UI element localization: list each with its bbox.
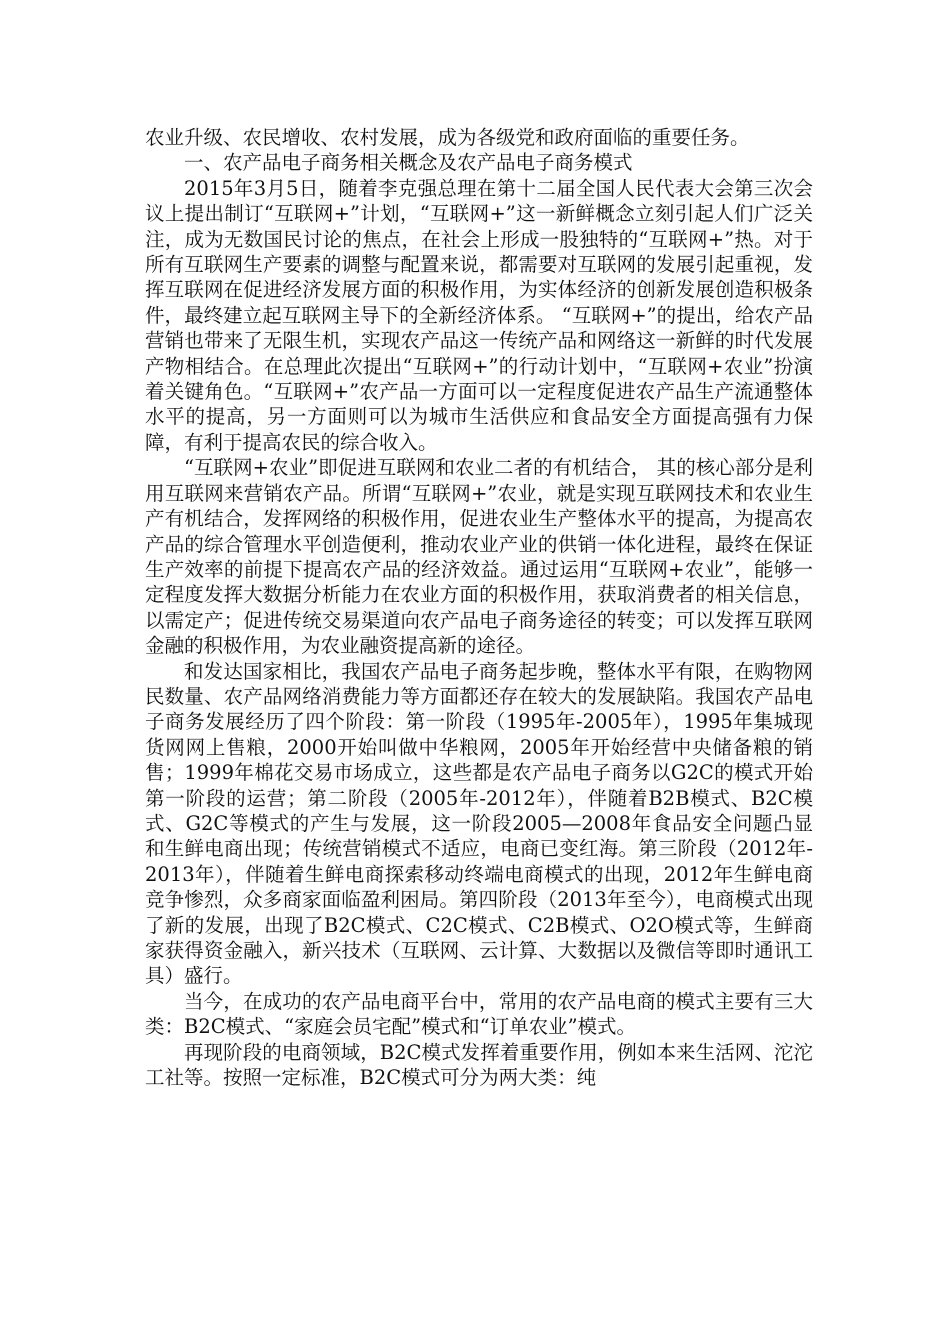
paragraph: 2015年3月5日，随着李克强总理在第十二届全国人民代表大会第三次会议上提出制订“互联网+”计划，“互联网+”这一新鲜概念立刻引起人们广泛关注，成为无数国民讨论的焦点，在社会上形成一股独特的“互联网+”热。对于所有互联网生产要素的调整与配置来说，都需要对互联网的发展引起重视，发挥互联网在促进经济发展方面的积极作用，为实体经济的创新发展创造积极条件，最终建立起互联网主导下的全新经济体系。 “互联网+”的提出，给农产品营销也带来了无限生机，实现农产品这一传统产品和网络这一新鲜的时代发展产物相结合。在总理此次提出“互联网+”的行动计划中，“互联网+农业”扮演着关键角色。“互联网+”农产品一方面可以一定程度促进农产品生产流通整体水平的提高，另一方面则可以为城市生活供应和食品安全方面提高强有力保障，有利于提高农民的综合收入。 — [145, 176, 813, 454]
paragraph: “互联网+农业”即促进互联网和农业二者的有机结合， 其的核心部分是利用互联网来营销农产品。所谓“互联网+”农业，就是实现互联网技术和农业生产有机结合，发挥网络的积极作用，促进农业生产整体水平的提高，为提高农产品的综合管理水平创造便利，推动农业产业的供销一体化进程，最终在保证生产效率的前提下提高农产品的经济效益。通过运用“互联网+农业”，能够一定程度发挥大数据分析能力在农业方面的积极作用，获取消费者的相关信息，以需定产；促进传统交易渠道向农产品电子商务途径的转变；可以发挥互联网金融的积极作用，为农业融资提高新的途径。 — [145, 456, 813, 658]
paragraph: 当今，在成功的农产品电商平台中，常用的农产品电商的模式主要有三大类：B2C模式、“家庭会员宅配”模式和“订单农业”模式。 — [145, 989, 813, 1039]
document-body — [145, 125, 813, 1090]
section-heading: 一、农产品电子商务相关概念及农产品电子商务模式 — [184, 151, 633, 175]
paragraph: 再现阶段的电商领域，B2C模式发挥着重要作用，例如本来生活网、沱沱工社等。按照一定标准，B2C模式可分为两大类：纯 — [145, 1040, 813, 1090]
paragraph-continuation: 农业升级、农民增收、农村发展，成为各级党和政府面临的重要任务。 — [145, 126, 750, 149]
paragraph: 和发达国家相比，我国农产品电子商务起步晚，整体水平有限，在购物网民数量、农产品网络消费能力等方面都还存在较大的发展缺陷。我国农产品电子商务发展经历了四个阶段：第一阶段（1995年-2005年），1995年集城现货网网上售粮，2000开始叫做中华粮网，2005年开始经营中央储备粮的销售；1999年棉花交易市场成立，这些都是农产品电子商务以G2C的模式开始第一阶段的运营；第二阶段（2005年-2012年），伴随着B2B模式、B2C模式、G2C等模式的产生与发展，这一阶段2005—2008年食品安全问题凸显和生鲜电商出现；传统营销模式不适应，电商已变红海。第三阶段（2012年-2013年），伴随着生鲜电商探索移动终端电商模式的出现，2012年生鲜电商竞争惨烈，众多商家面临盈利困局。第四阶段（2013年至今），电商模式出现了新的发展，出现了B2C模式、C2C模式、C2B模式、O2O模式等，生鲜商家获得资金融入，新兴技术（互联网、云计算、大数据以及微信等即时通讯工具）盛行。 — [145, 659, 813, 988]
